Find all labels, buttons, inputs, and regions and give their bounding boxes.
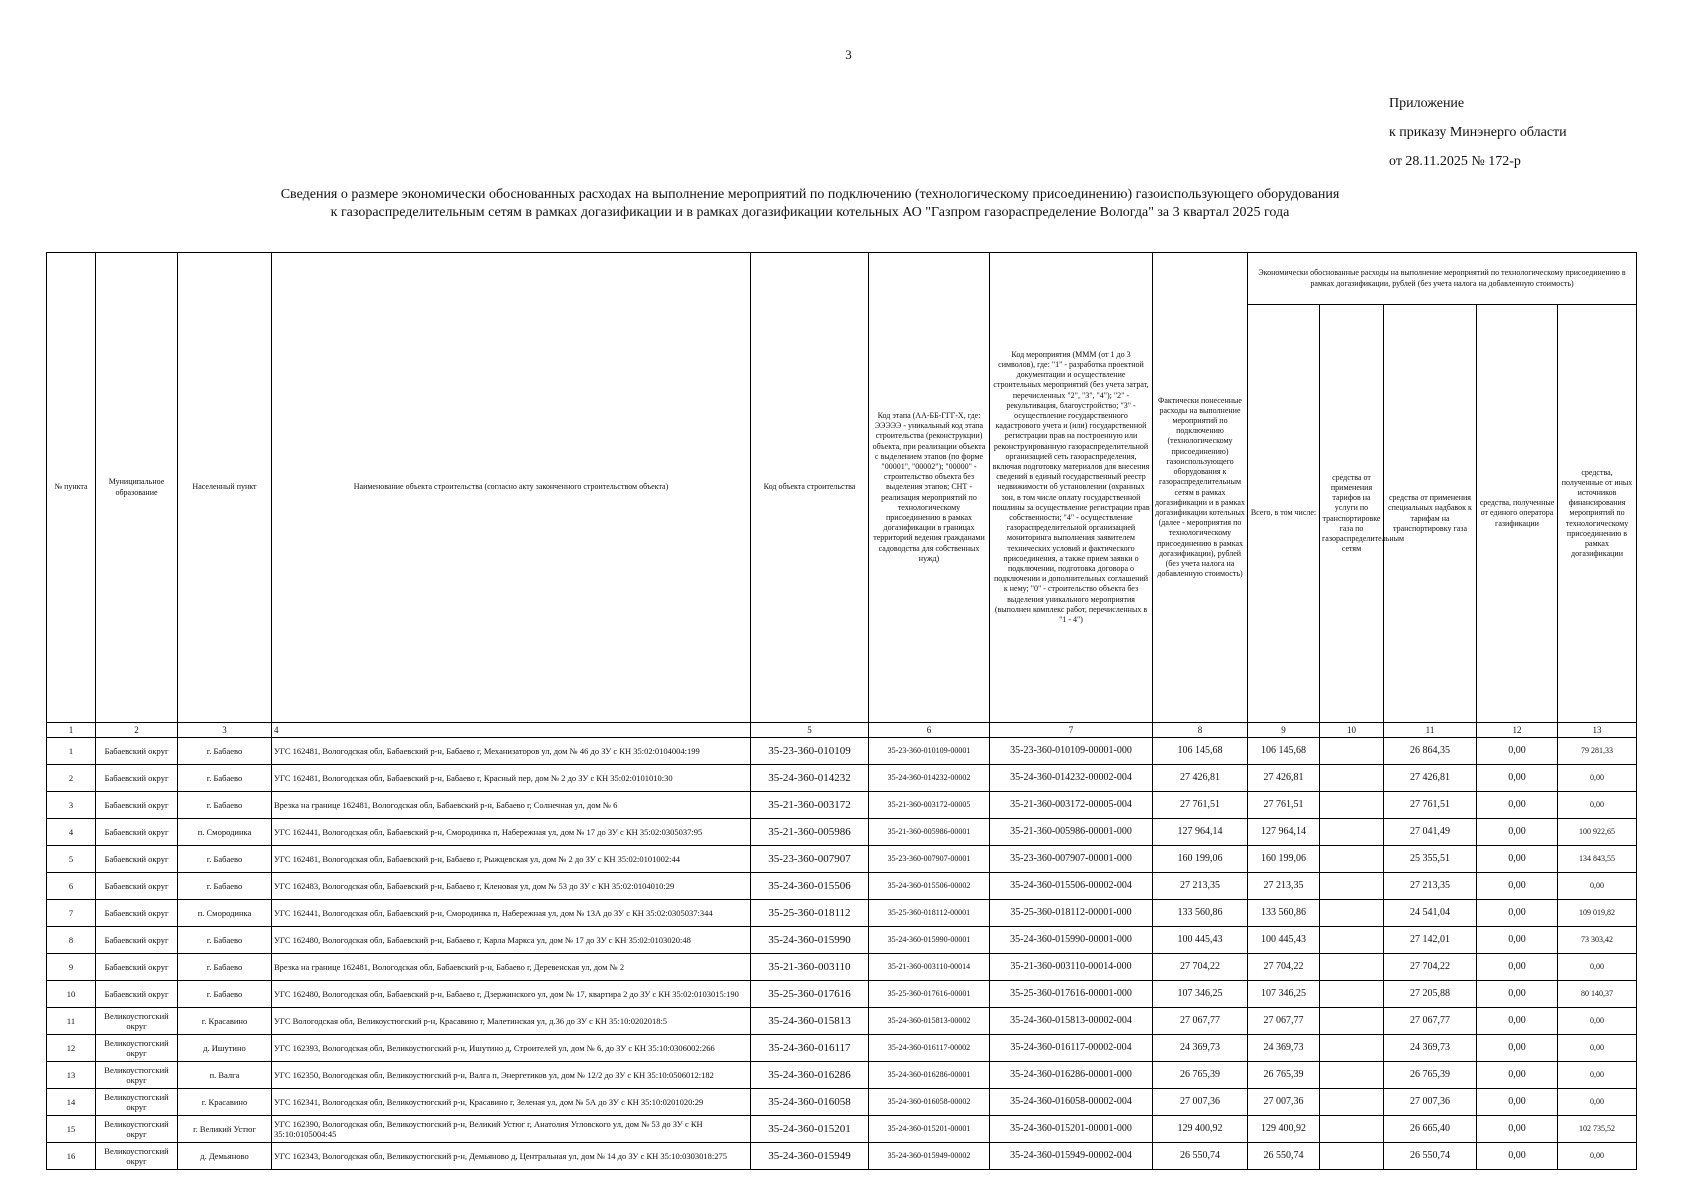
appendix-line-2: к приказу Минэнерго области [1389, 125, 1567, 140]
title-line-1: Сведения о размере экономически обоснованных расходах на выполнение мероприятий по подключению (технологическому присоединению) газоиспользующего оборудования [280, 187, 1340, 202]
cell-stage-code: 35-21-360-003110-00014 [869, 954, 990, 981]
cell-object-name: УГС 162480, Вологодская обл, Бабаевский р-н, Бабаево г, Дзержинского ул, дом № 17, квартира 2 до ЗУ с КН 35:02:0103015:190 [272, 981, 751, 1008]
cell-municipality: Великоустюгский округ [96, 1008, 178, 1035]
header-operator-funds: средства, полученные от единого оператора газификации [1477, 305, 1558, 723]
cell-special-surcharge-funds: 26 765,39 [1384, 1062, 1477, 1089]
cell-actual-costs: 160 199,06 [1153, 846, 1248, 873]
cell-tariff-funds [1320, 1035, 1384, 1062]
header-other-funds: средства, полученные от иных источников финансирования мероприятий по технологическому присоединению в рамках догазификации [1558, 305, 1637, 723]
cell-other-funds: 79 281,33 [1558, 738, 1637, 765]
cell-object-code: 35-21-360-005986 [751, 819, 869, 846]
cell-tariff-funds [1320, 846, 1384, 873]
cell-stage-code: 35-24-360-015949-00002 [869, 1143, 990, 1170]
cell-municipality: Бабаевский округ [96, 873, 178, 900]
cell-operator-funds: 0,00 [1477, 1062, 1558, 1089]
header-object-name: Наименование объекта строительства (согласно акту законченного строительством объекта) [272, 253, 751, 723]
table-row [47, 819, 1637, 846]
header-event-code: Код мероприятия (МММ (от 1 до 3 символов), где: "1" - разработка проектной документации и осуществление строительных мероприятий (без учета затрат, перечисленных "2", "3", "4"); "2" - рекультивация, благоустройство; "3" - осуществление государственного кадастрового учета и (или) государственной регистрации прав на построенную или реконструированную газораспределительной организацией сеть газораспределения, включая подготовку материалов для внесения сведений в единый государственный реестр недвижимости об установлении (охранных зон, в том числе оплату государственной пошлины за осуществление регистрации прав собственности; "4" - осуществление газораспределительной организацией мониторинга выполнения заявителем технических условий и фактического присоединения, а также прием заявки о подключении, подготовка договора о подключении и дополнительных соглашений к нему; "0" - строительство объекта без выделения уникального мероприятия (выполнен комплекс работ, перечисленных в "1 - 4") [990, 253, 1153, 723]
table-row [47, 1143, 1637, 1170]
cell-object-name: УГС 162393, Вологодская обл, Великоустюгский р-н, Ишутино д, Строителей ул, дом № 6, до ЗУ с КН 35:10:0306002:266 [272, 1035, 751, 1062]
cell-object-name: Врезка на границе 162481, Вологодская обл, Бабаевский р-н, Бабаево г, Деревенская ул, дом № 2 [272, 954, 751, 981]
cell-operator-funds: 0,00 [1477, 1035, 1558, 1062]
cell-municipality: Бабаевский округ [96, 738, 178, 765]
cell-object-name: УГС 162441, Вологодская обл, Бабаевский р-н, Смородинка п, Набережная ул, дом № 13А до ЗУ с КН 35:02:0305037:344 [272, 900, 751, 927]
column-number: 12 [1477, 723, 1558, 738]
cell-other-funds: 0,00 [1558, 1089, 1637, 1116]
cell-total: 27 761,51 [1248, 792, 1320, 819]
cell-actual-costs: 26 550,74 [1153, 1143, 1248, 1170]
cell-actual-costs: 27 426,81 [1153, 765, 1248, 792]
cell-object-code: 35-24-360-015201 [751, 1116, 869, 1143]
cell-stage-code: 35-21-360-005986-00001 [869, 819, 990, 846]
cell-municipality: Бабаевский округ [96, 954, 178, 981]
cell-stage-code: 35-25-360-018112-00001 [869, 900, 990, 927]
header-actual-costs: Фактически понесенные расходы на выполнение мероприятий по подключению (технологическому присоединению) газоиспользующего оборудования к газораспределительным сетям в рамках догазификации и в рамках догазификации котельных (далее - мероприятия по технологическому присоединению в рамках догазификации), рублей (без учета налога на добавленную стоимость) [1153, 253, 1248, 723]
cell-municipality: Бабаевский округ [96, 765, 178, 792]
cell-settlement: г. Бабаево [178, 846, 272, 873]
table-row [47, 846, 1637, 873]
cell-total: 27 007,36 [1248, 1089, 1320, 1116]
column-number: 4 [272, 723, 751, 738]
column-number: 7 [990, 723, 1153, 738]
table-row [47, 981, 1637, 1008]
cell-event-code: 35-24-360-016117-00002-004 [990, 1035, 1153, 1062]
cell-special-surcharge-funds: 26 550,74 [1384, 1143, 1477, 1170]
cell-object-code: 35-25-360-018112 [751, 900, 869, 927]
cell-tariff-funds [1320, 900, 1384, 927]
cell-item-number: 15 [47, 1116, 96, 1143]
cell-stage-code: 35-24-360-015201-00001 [869, 1116, 990, 1143]
cell-stage-code: 35-23-360-010109-00001 [869, 738, 990, 765]
cell-event-code: 35-21-360-003172-00005-004 [990, 792, 1153, 819]
cell-event-code: 35-24-360-015506-00002-004 [990, 873, 1153, 900]
cell-other-funds: 134 843,55 [1558, 846, 1637, 873]
cell-item-number: 16 [47, 1143, 96, 1170]
cell-actual-costs: 129 400,92 [1153, 1116, 1248, 1143]
cell-other-funds: 100 922,65 [1558, 819, 1637, 846]
cell-item-number: 3 [47, 792, 96, 819]
cell-special-surcharge-funds: 27 067,77 [1384, 1008, 1477, 1035]
cell-total: 26 765,39 [1248, 1062, 1320, 1089]
cell-actual-costs: 26 765,39 [1153, 1062, 1248, 1089]
cell-actual-costs: 106 145,68 [1153, 738, 1248, 765]
cell-actual-costs: 127 964,14 [1153, 819, 1248, 846]
cell-object-name: УГС 162483, Вологодская обл, Бабаевский р-н, Бабаево г, Кленовая ул, дом № 53 до ЗУ с КН 35:02:0104010:29 [272, 873, 751, 900]
cell-tariff-funds [1320, 981, 1384, 1008]
column-number: 13 [1558, 723, 1637, 738]
cell-other-funds: 0,00 [1558, 1008, 1637, 1035]
cell-total: 106 145,68 [1248, 738, 1320, 765]
cell-object-code: 35-24-360-014232 [751, 765, 869, 792]
cell-actual-costs: 133 560,86 [1153, 900, 1248, 927]
cell-municipality: Великоустюгский округ [96, 1143, 178, 1170]
cell-total: 27 067,77 [1248, 1008, 1320, 1035]
cell-item-number: 13 [47, 1062, 96, 1089]
cell-event-code: 35-23-360-007907-00001-000 [990, 846, 1153, 873]
cell-item-number: 10 [47, 981, 96, 1008]
cell-event-code: 35-24-360-016058-00002-004 [990, 1089, 1153, 1116]
cell-special-surcharge-funds: 26 665,40 [1384, 1116, 1477, 1143]
cell-municipality: Бабаевский округ [96, 819, 178, 846]
page-number: 3 [845, 47, 852, 62]
header-total: Всего, в том числе: [1248, 305, 1320, 723]
title-line-2: к газораспределительным сетям в рамках догазификации и в рамках догазификации котельных АО "Газпром газораспределение Вологда" за 3 квартал 2025 года [330, 205, 1290, 220]
cell-actual-costs: 100 445,43 [1153, 927, 1248, 954]
cell-object-code: 35-24-360-015990 [751, 927, 869, 954]
cell-object-name: УГС 162481, Вологодская обл, Бабаевский р-н, Бабаево г, Красный пер, дом № 2 до ЗУ с КН 35:02:0101010:30 [272, 765, 751, 792]
cell-settlement: г. Бабаево [178, 954, 272, 981]
column-number-row [47, 723, 1637, 738]
table-row [47, 792, 1637, 819]
appendix-block [1389, 89, 1567, 176]
cell-total: 107 346,25 [1248, 981, 1320, 1008]
cell-other-funds: 0,00 [1558, 1035, 1637, 1062]
cell-tariff-funds [1320, 927, 1384, 954]
table-row [47, 1116, 1637, 1143]
cell-object-name: УГС 162441, Вологодская обл, Бабаевский р-н, Смородинка п, Набережная ул, дом № 17 до ЗУ с КН 35:02:0305037:95 [272, 819, 751, 846]
cell-settlement: г. Великий Устюг [178, 1116, 272, 1143]
cell-settlement: г. Бабаево [178, 981, 272, 1008]
cell-object-code: 35-24-360-016058 [751, 1089, 869, 1116]
cell-object-code: 35-24-360-015949 [751, 1143, 869, 1170]
cell-operator-funds: 0,00 [1477, 873, 1558, 900]
cell-settlement: г. Бабаево [178, 765, 272, 792]
cell-settlement: г. Бабаево [178, 873, 272, 900]
cell-settlement: п. Смородинка [178, 900, 272, 927]
header-settlement: Населенный пункт [178, 253, 272, 723]
cell-tariff-funds [1320, 738, 1384, 765]
cell-special-surcharge-funds: 27 205,88 [1384, 981, 1477, 1008]
cell-special-surcharge-funds: 27 007,36 [1384, 1089, 1477, 1116]
cell-total: 27 426,81 [1248, 765, 1320, 792]
cell-operator-funds: 0,00 [1477, 819, 1558, 846]
cell-municipality: Великоустюгский округ [96, 1116, 178, 1143]
table-row [47, 1008, 1637, 1035]
cell-municipality: Бабаевский округ [96, 981, 178, 1008]
cell-item-number: 2 [47, 765, 96, 792]
cell-actual-costs: 27 704,22 [1153, 954, 1248, 981]
cell-municipality: Великоустюгский округ [96, 1035, 178, 1062]
column-number: 2 [96, 723, 178, 738]
cell-event-code: 35-25-360-017616-00001-000 [990, 981, 1153, 1008]
cell-item-number: 11 [47, 1008, 96, 1035]
cell-stage-code: 35-24-360-014232-00002 [869, 765, 990, 792]
cell-operator-funds: 0,00 [1477, 792, 1558, 819]
column-number: 11 [1384, 723, 1477, 738]
cell-other-funds: 73 303,42 [1558, 927, 1637, 954]
cell-event-code: 35-24-360-016286-00001-000 [990, 1062, 1153, 1089]
cell-operator-funds: 0,00 [1477, 1116, 1558, 1143]
cell-object-name: УГС 162343, Вологодская обл, Великоустюгский р-н, Демьяново д, Центральная ул, дом № 14 до ЗУ с КН 35:10:0303018:275 [272, 1143, 751, 1170]
cell-object-code: 35-24-360-016286 [751, 1062, 869, 1089]
cell-tariff-funds [1320, 1143, 1384, 1170]
cell-total: 127 964,14 [1248, 819, 1320, 846]
document-title [230, 186, 1390, 222]
table-row [47, 1035, 1637, 1062]
cell-municipality: Бабаевский округ [96, 927, 178, 954]
header-object-code: Код объекта строительства [751, 253, 869, 723]
cell-settlement: п. Смородинка [178, 819, 272, 846]
cell-settlement: г. Красавино [178, 1089, 272, 1116]
cell-tariff-funds [1320, 954, 1384, 981]
cell-special-surcharge-funds: 27 213,35 [1384, 873, 1477, 900]
column-number: 5 [751, 723, 869, 738]
cell-operator-funds: 0,00 [1477, 765, 1558, 792]
cell-municipality: Великоустюгский округ [96, 1062, 178, 1089]
cell-settlement: г. Бабаево [178, 738, 272, 765]
cell-item-number: 8 [47, 927, 96, 954]
cell-stage-code: 35-24-360-015506-00002 [869, 873, 990, 900]
column-number: 8 [1153, 723, 1248, 738]
cell-stage-code: 35-24-360-015813-00002 [869, 1008, 990, 1035]
cell-event-code: 35-24-360-014232-00002-004 [990, 765, 1153, 792]
cell-settlement: г. Бабаево [178, 927, 272, 954]
cell-object-code: 35-24-360-015813 [751, 1008, 869, 1035]
table-row [47, 738, 1637, 765]
cell-object-code: 35-23-360-007907 [751, 846, 869, 873]
cell-tariff-funds [1320, 819, 1384, 846]
table-row [47, 900, 1637, 927]
appendix-line-1: Приложение [1389, 96, 1465, 111]
cell-special-surcharge-funds: 27 041,49 [1384, 819, 1477, 846]
cell-total: 27 213,35 [1248, 873, 1320, 900]
cell-event-code: 35-23-360-010109-00001-000 [990, 738, 1153, 765]
cell-actual-costs: 27 067,77 [1153, 1008, 1248, 1035]
column-number: 6 [869, 723, 990, 738]
cell-other-funds: 0,00 [1558, 954, 1637, 981]
header-special-surcharge-funds: средства от применения специальных надбавок к тарифам на транспортировку газа [1384, 305, 1477, 723]
column-number: 10 [1320, 723, 1384, 738]
cell-total: 133 560,86 [1248, 900, 1320, 927]
cell-other-funds: 0,00 [1558, 792, 1637, 819]
cell-item-number: 1 [47, 738, 96, 765]
cell-settlement: д. Демьяново [178, 1143, 272, 1170]
cell-operator-funds: 0,00 [1477, 981, 1558, 1008]
cell-operator-funds: 0,00 [1477, 954, 1558, 981]
cell-stage-code: 35-24-360-016117-00002 [869, 1035, 990, 1062]
table-row [47, 873, 1637, 900]
cell-event-code: 35-21-360-003110-00014-000 [990, 954, 1153, 981]
cell-total: 129 400,92 [1248, 1116, 1320, 1143]
cell-settlement: г. Красавино [178, 1008, 272, 1035]
cell-special-surcharge-funds: 26 864,35 [1384, 738, 1477, 765]
cell-item-number: 9 [47, 954, 96, 981]
cell-tariff-funds [1320, 1089, 1384, 1116]
cell-event-code: 35-24-360-015201-00001-000 [990, 1116, 1153, 1143]
cell-tariff-funds [1320, 1062, 1384, 1089]
cell-other-funds: 0,00 [1558, 873, 1637, 900]
cell-other-funds: 0,00 [1558, 1143, 1637, 1170]
cell-special-surcharge-funds: 27 704,22 [1384, 954, 1477, 981]
cell-stage-code: 35-24-360-016286-00001 [869, 1062, 990, 1089]
cell-object-name: УГС 162341, Вологодская обл, Великоустюгский р-н, Красавино г, Зеленая ул, дом № 5А до ЗУ с КН 35:10:0201020:29 [272, 1089, 751, 1116]
cell-object-name: УГС 162480, Вологодская обл, Бабаевский р-н, Бабаево г, Карла Маркса ул, дом № 17 до ЗУ с КН 35:02:0103020:48 [272, 927, 751, 954]
cell-actual-costs: 107 346,25 [1153, 981, 1248, 1008]
cell-event-code: 35-24-360-015949-00002-004 [990, 1143, 1153, 1170]
header-justified-costs-group: Экономически обоснованные расходы на выполнение мероприятий по технологическому присоединению в рамках догазификации, рублей (без учета налога на добавленную стоимость) [1248, 253, 1637, 305]
cell-object-code: 35-21-360-003110 [751, 954, 869, 981]
table-row [47, 765, 1637, 792]
cell-event-code: 35-24-360-015813-00002-004 [990, 1008, 1153, 1035]
cell-operator-funds: 0,00 [1477, 738, 1558, 765]
column-number: 9 [1248, 723, 1320, 738]
cell-event-code: 35-25-360-018112-00001-000 [990, 900, 1153, 927]
cell-operator-funds: 0,00 [1477, 846, 1558, 873]
header-tariff-funds: средства от применения тарифов на услуги по транспортировке газа по газораспределительным сетям [1320, 305, 1384, 723]
cell-stage-code: 35-24-360-016058-00002 [869, 1089, 990, 1116]
cell-special-surcharge-funds: 24 541,04 [1384, 900, 1477, 927]
cell-tariff-funds [1320, 1116, 1384, 1143]
cell-settlement: г. Бабаево [178, 792, 272, 819]
header-stage-code: Код этапа (АА-ББ-ГГГ-Х, где: ЭЭЭЭЭ - уникальный код этапа строительства (реконструкции) объекта, при реализации объекта с выделением этапов (по форме "00001", "00002"); "00000" - строительство объекта без выделения этапов; СНТ - реализация мероприятий по технологическому присоединению в рамках догазификации в границах территорий ведения гражданами садоводства для собственных нужд) [869, 253, 990, 723]
cell-object-name: УГС 162481, Вологодская обл, Бабаевский р-н, Бабаево г, Механизаторов ул, дом № 46 до ЗУ с КН 35:02:0104004:199 [272, 738, 751, 765]
cell-municipality: Бабаевский округ [96, 792, 178, 819]
cell-actual-costs: 27 761,51 [1153, 792, 1248, 819]
column-number: 3 [178, 723, 272, 738]
table-row [47, 1089, 1637, 1116]
cell-other-funds: 102 735,52 [1558, 1116, 1637, 1143]
header-municipality: Муниципальное образование [96, 253, 178, 723]
cell-object-code: 35-24-360-015506 [751, 873, 869, 900]
cell-object-code: 35-21-360-003172 [751, 792, 869, 819]
costs-table [46, 252, 1637, 1170]
table-body [47, 738, 1637, 1170]
cell-tariff-funds [1320, 792, 1384, 819]
cell-tariff-funds [1320, 1008, 1384, 1035]
cell-item-number: 12 [47, 1035, 96, 1062]
cell-operator-funds: 0,00 [1477, 927, 1558, 954]
cell-stage-code: 35-21-360-003172-00005 [869, 792, 990, 819]
cell-special-surcharge-funds: 27 761,51 [1384, 792, 1477, 819]
cell-municipality: Бабаевский округ [96, 900, 178, 927]
table-row [47, 954, 1637, 981]
cell-special-surcharge-funds: 25 355,51 [1384, 846, 1477, 873]
cell-other-funds: 0,00 [1558, 1062, 1637, 1089]
cell-stage-code: 35-25-360-017616-00001 [869, 981, 990, 1008]
cell-total: 160 199,06 [1248, 846, 1320, 873]
cell-object-name: УГС 162481, Вологодская обл, Бабаевский р-н, Бабаево г, Рыжцевская ул, дом № 2 до ЗУ с КН 35:02:0101002:44 [272, 846, 751, 873]
cell-settlement: д. Ишутино [178, 1035, 272, 1062]
cell-tariff-funds [1320, 765, 1384, 792]
cell-object-name: Врезка на границе 162481, Вологодская обл, Бабаевский р-н, Бабаево г, Солнечная ул, дом № 6 [272, 792, 751, 819]
cell-settlement: п. Валга [178, 1062, 272, 1089]
cell-stage-code: 35-23-360-007907-00001 [869, 846, 990, 873]
cell-object-code: 35-24-360-016117 [751, 1035, 869, 1062]
cell-total: 100 445,43 [1248, 927, 1320, 954]
cell-item-number: 14 [47, 1089, 96, 1116]
cell-object-name: УГС 162350, Вологодская обл, Великоустюгский р-н, Валга п, Энергетиков ул, дом № 12/2 до ЗУ с КН 35:10:0506012:182 [272, 1062, 751, 1089]
cell-tariff-funds [1320, 873, 1384, 900]
cell-total: 24 369,73 [1248, 1035, 1320, 1062]
cell-actual-costs: 27 007,36 [1153, 1089, 1248, 1116]
cell-total: 27 704,22 [1248, 954, 1320, 981]
cell-other-funds: 0,00 [1558, 765, 1637, 792]
cell-event-code: 35-24-360-015990-00001-000 [990, 927, 1153, 954]
cell-stage-code: 35-24-360-015990-00001 [869, 927, 990, 954]
cell-item-number: 6 [47, 873, 96, 900]
cell-other-funds: 80 140,37 [1558, 981, 1637, 1008]
cell-actual-costs: 24 369,73 [1153, 1035, 1248, 1062]
cell-item-number: 4 [47, 819, 96, 846]
cell-municipality: Бабаевский округ [96, 846, 178, 873]
cell-municipality: Великоустюгский округ [96, 1089, 178, 1116]
cell-other-funds: 109 019,82 [1558, 900, 1637, 927]
cell-object-name: УГС Вологодская обл, Великоустюгский р-н, Красавино г, Малетинская ул, д.36 до ЗУ с КН 35:10:0202018:5 [272, 1008, 751, 1035]
column-number: 1 [47, 723, 96, 738]
cell-special-surcharge-funds: 27 142,01 [1384, 927, 1477, 954]
cell-operator-funds: 0,00 [1477, 1089, 1558, 1116]
cell-operator-funds: 0,00 [1477, 1008, 1558, 1035]
cell-event-code: 35-21-360-005986-00001-000 [990, 819, 1153, 846]
table-row [47, 1062, 1637, 1089]
cell-object-code: 35-25-360-017616 [751, 981, 869, 1008]
cell-operator-funds: 0,00 [1477, 1143, 1558, 1170]
appendix-line-3: от 28.11.2025 № 172-р [1389, 154, 1521, 169]
header-item-number: № пункта [47, 253, 96, 723]
cell-special-surcharge-funds: 27 426,81 [1384, 765, 1477, 792]
cell-operator-funds: 0,00 [1477, 900, 1558, 927]
cell-actual-costs: 27 213,35 [1153, 873, 1248, 900]
cell-special-surcharge-funds: 24 369,73 [1384, 1035, 1477, 1062]
cell-object-code: 35-23-360-010109 [751, 738, 869, 765]
cell-object-name: УГС 162390, Вологодская обл, Великоустюгский р-н, Великий Устюг г, Анатолия Угловского ул, дом № 53 до ЗУ с КН 35:10:0105004:45 [272, 1116, 751, 1143]
cell-item-number: 5 [47, 846, 96, 873]
table-row [47, 927, 1637, 954]
cell-item-number: 7 [47, 900, 96, 927]
cell-total: 26 550,74 [1248, 1143, 1320, 1170]
